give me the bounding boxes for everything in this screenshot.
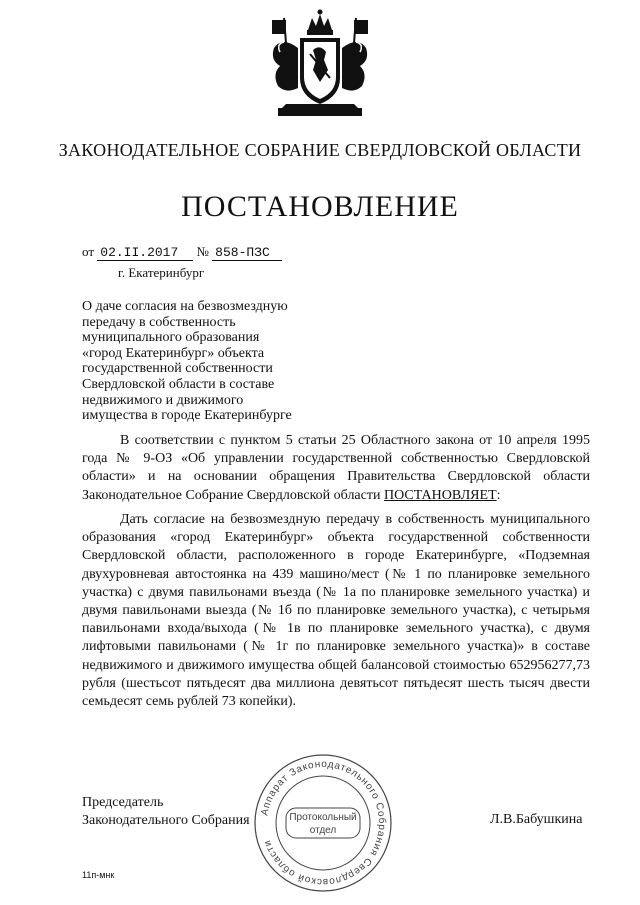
date-prefix: от <box>82 244 95 259</box>
document-subject <box>82 299 342 424</box>
subject-line: государственной собственности <box>82 361 273 377</box>
stamp-center-line-1: Протокольный <box>289 812 357 823</box>
body-paragraph-resolution: Дать согласие на безвозмездную передачу в собственность муниципального образования «город Екатеринбург» объекта государственной собственности Свердловской области, расположенного в городе Екатеринбурге, «Подземная двухуровневая автостоянка на 439 машино/мест (№ 1 по планировке земельного участка) с двумя павильонами въезда (№ 1а по планировке земельного участка) и двумя павильонами выезда (№ 1б по планировке земельного участка), с четырьмя павильонами входа/выхода (№ 1в по планировке земельного участка), с двумя лифтовыми павильонами (№ 1г по планировке земельного участка)» в составе недвижимого и движимого имущества общей балансовой стоимостью 652956277,73 рубля (шестьсот пятьдесят два миллиона девятьсот пятьдесят шесть тысяч двести семьдесят семь рублей 73 копейки). <box>82 512 590 710</box>
preamble-text: В соответствии с пунктом 5 статьи 25 Областного закона от 10 апреля 1995 года № 9-ОЗ «Об управлении государственной собственностью Свердловской области» и на основании обращения Правительства Свердловской области Законодательное Собрание Свердловской области <box>82 433 590 503</box>
document-date: 02.II.2017 <box>97 246 193 261</box>
document-city: г. Екатеринбург <box>118 265 205 280</box>
stamp-ring-text: Аппарат Законодательного Собрания Свердловской области <box>259 758 388 888</box>
document-type-title: ПОСТАНОВЛЕНИЕ <box>181 190 459 223</box>
organization-name: ЗАКОНОДАТЕЛЬНОЕ СОБРАНИЕ СВЕРДЛОВСКОЙ ОБЛАСТИ <box>58 140 582 160</box>
document-number: 858-ПЗС <box>212 246 282 261</box>
body-paragraph-preamble <box>82 432 590 505</box>
number-prefix: № <box>196 244 209 259</box>
signatory-name: Л.В.Бабушкина <box>490 812 583 827</box>
signatory-title <box>82 794 250 830</box>
subject-line: О даче согласия на безвозмездную <box>82 299 288 314</box>
subject-line: имущества в городе Екатеринбурге <box>82 408 292 424</box>
subject-line: передачу в собственность <box>82 314 236 330</box>
resolves-keyword: ПОСТАНОВЛЯЕТ <box>383 487 497 503</box>
registration-line <box>82 244 282 261</box>
subject-line: «город Екатеринбург» объекта <box>82 345 265 361</box>
footer-code: 11п-мнк <box>82 870 115 880</box>
signatory-title-line: Законодательного Собрания <box>82 813 250 828</box>
preamble-end: : <box>496 487 501 503</box>
official-stamp <box>252 752 394 894</box>
stamp-center-line-2: отдел <box>309 825 337 836</box>
subject-line: Свердловской области в составе <box>82 376 275 392</box>
coat-of-arms-icon <box>258 8 382 128</box>
signatory-title-line: Председатель <box>82 795 164 810</box>
subject-line: недвижимого и движимого <box>82 392 244 408</box>
subject-line: муниципального образования <box>82 330 260 346</box>
